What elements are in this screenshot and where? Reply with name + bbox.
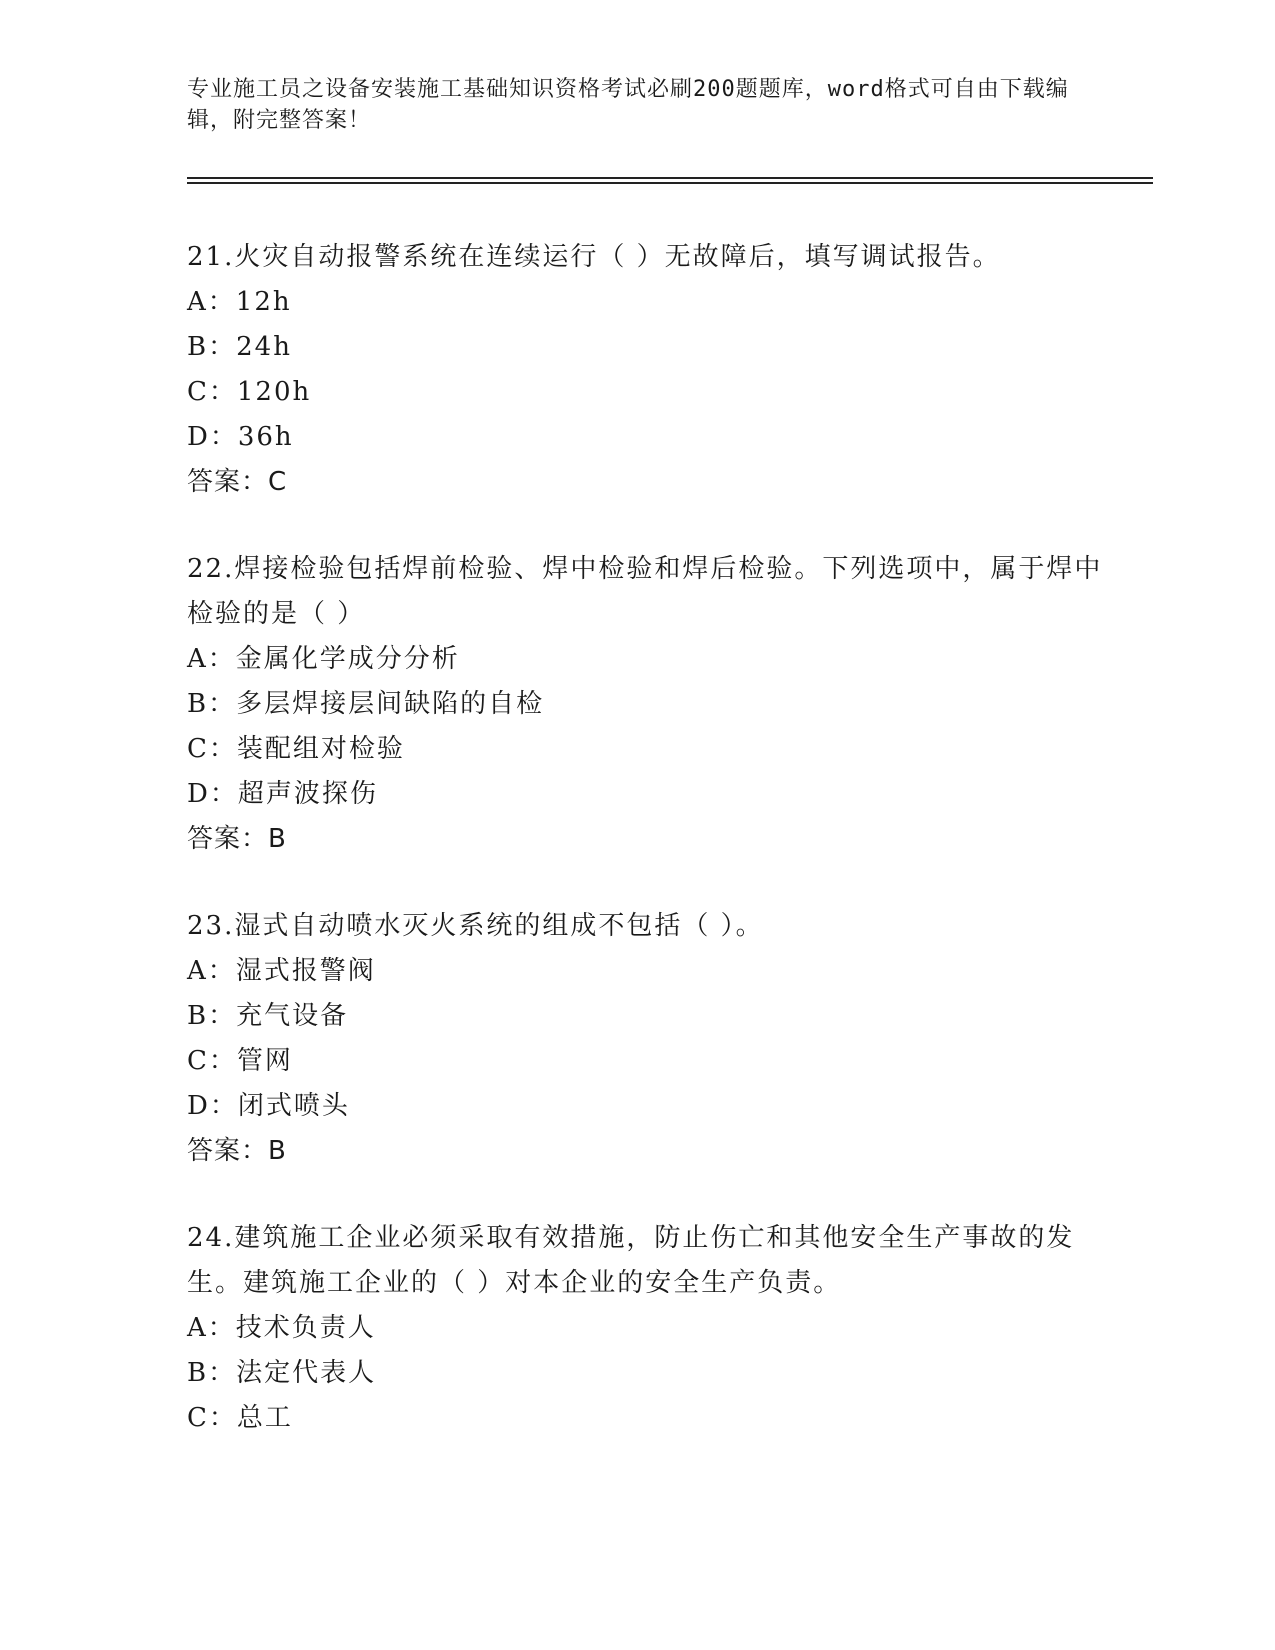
question-22	[187, 547, 1107, 862]
answer-line: 答案：C	[187, 467, 288, 497]
option-b: B：充气设备	[187, 1001, 349, 1031]
option-d: D：闭式喷头	[187, 1091, 350, 1121]
answer-line: 答案：B	[187, 824, 287, 854]
answer-line: 答案：B	[187, 1136, 287, 1166]
option-a: A：金属化学成分分析	[187, 644, 460, 674]
question-24	[187, 1216, 1107, 1441]
option-a: A：技术负责人	[187, 1313, 376, 1343]
option-d: D：超声波探伤	[187, 779, 378, 809]
option-c: C：装配组对检验	[187, 734, 405, 764]
option-d: D：36h	[187, 422, 294, 452]
header-divider-top	[187, 177, 1153, 179]
option-b: B：法定代表人	[187, 1358, 377, 1388]
question-23	[187, 904, 1107, 1174]
option-a: A：12h	[187, 287, 292, 317]
document-header: 专业施工员之设备安装施工基础知识资格考试必刷200题题库，word格式可自由下载编辑，附完整答案！	[187, 77, 1069, 133]
option-c: C：120h	[187, 377, 312, 407]
header-divider-bottom	[187, 182, 1153, 184]
question-text: 22.焊接检验包括焊前检验、焊中检验和焊后检验。下列选项中，属于焊中检验的是（ ）	[187, 554, 1103, 629]
question-text: 21.火灾自动报警系统在连续运行（ ）无故障后，填写调试报告。	[187, 242, 1001, 272]
question-21	[187, 235, 1107, 505]
question-text: 24.建筑施工企业必须采取有效措施，防止伤亡和其他安全生产事故的发生。建筑施工企业的（ ）对本企业的安全生产负责。	[187, 1223, 1075, 1298]
option-a: A：湿式报警阀	[187, 956, 376, 986]
question-text: 23.湿式自动喷水灭火系统的组成不包括（ ）。	[187, 911, 764, 941]
question-list	[187, 235, 1107, 1483]
option-b: B：多层焊接层间缺陷的自检	[187, 689, 545, 719]
option-c: C：总工	[187, 1403, 293, 1433]
option-c: C：管网	[187, 1046, 293, 1076]
option-b: B：24h	[187, 332, 292, 362]
